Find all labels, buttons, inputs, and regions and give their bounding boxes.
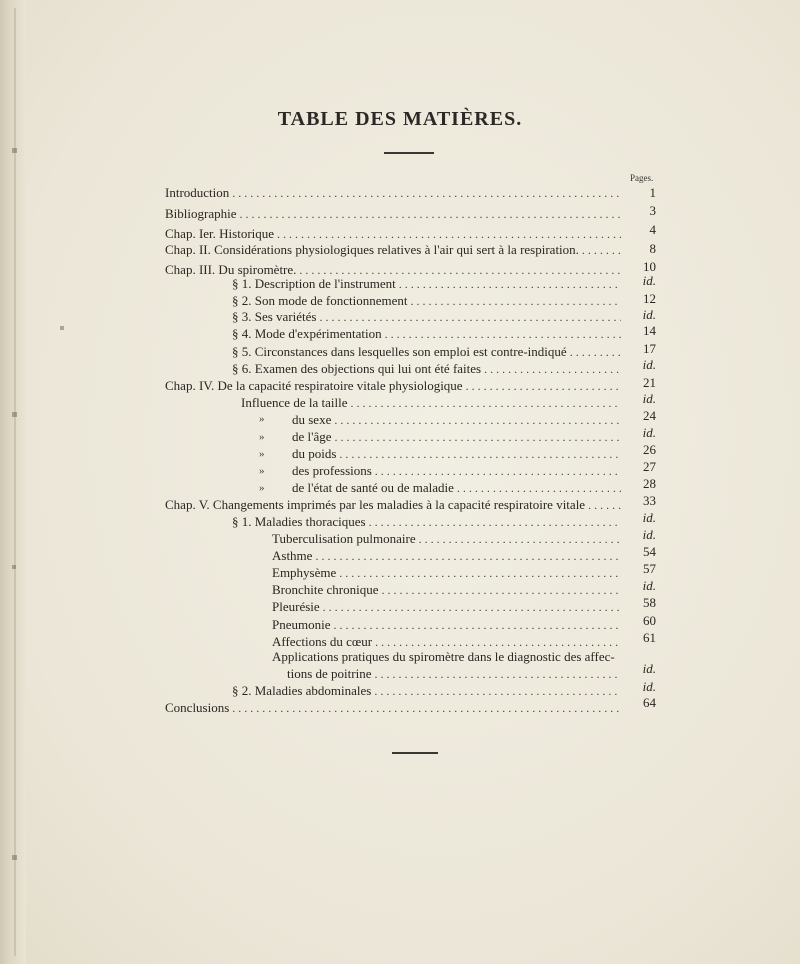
leader-dots [240, 205, 622, 223]
toc-entry [272, 648, 632, 666]
leader-dots [232, 184, 621, 202]
toc-entry-label: Pleurésie [272, 599, 320, 614]
toc-page-number: 12 [643, 291, 656, 306]
toc-entry [241, 394, 621, 412]
toc-page-number: 14 [643, 323, 656, 338]
toc-page-number: 64 [643, 695, 656, 710]
toc-entry-label: de l'âge [292, 429, 332, 444]
toc-entry-label: des professions [292, 463, 372, 478]
toc-entry-label: § 5. Circonstances dans lesquelles son emploi est contre-indiqué [232, 344, 567, 359]
toc-page-number: id. [642, 578, 656, 593]
toc-entry-label: tions de poitrine [287, 666, 372, 681]
leader-dots [374, 682, 621, 700]
leader-dots [335, 428, 621, 446]
toc-entry [165, 241, 621, 259]
leader-dots [419, 530, 621, 548]
leader-dots [466, 377, 621, 395]
toc-entry-label: du sexe [292, 412, 332, 427]
toc-entry-label: Chap. Ier. Historique [165, 226, 275, 241]
toc-entry [165, 184, 621, 202]
toc-page-number: id. [642, 273, 656, 288]
toc-entry-label: Pneumonie [272, 617, 331, 632]
toc-page-number: 1 [649, 185, 656, 200]
toc-entry [292, 445, 621, 463]
toc-entry-label: Tuberculisation pulmonaire [272, 531, 416, 546]
toc-entry-label: Asthme [272, 548, 313, 563]
toc-page-number: 24 [643, 408, 656, 423]
toc-entry [232, 325, 621, 343]
toc-entry-label: Introduction [165, 185, 230, 200]
leader-dots [382, 581, 622, 599]
leader-dots [339, 445, 621, 463]
leader-dots [323, 598, 621, 616]
toc-page-number: 58 [643, 595, 656, 610]
leader-dots [457, 479, 621, 497]
ditto-mark: » [259, 448, 265, 460]
ditto-mark: » [259, 431, 265, 443]
leader-dots [232, 699, 621, 717]
toc-entry-label: Conclusions [165, 700, 230, 715]
leader-dots [375, 665, 622, 683]
toc-entry-label: Chap. V. Changements imprimés par les maladies à la capacité respiratoire vitale [165, 497, 586, 512]
toc-page-number: id. [642, 357, 656, 372]
leader-dots [339, 564, 621, 582]
toc-entry-label: § 4. Mode d'expérimentation [232, 326, 382, 341]
toc-entry-label: § 1. Maladies thoraciques [232, 514, 366, 529]
toc-entry [165, 496, 621, 514]
leader-dots [588, 496, 621, 514]
toc-entry [272, 530, 621, 548]
toc-entry-label: Chap. III. Du spiromètre. [165, 262, 297, 277]
leader-dots [570, 343, 621, 361]
toc-entry [232, 308, 621, 326]
leader-dots [350, 394, 621, 412]
toc-page-number: id. [642, 391, 656, 406]
toc-entry-label: § 1. Description de l'instrument [232, 276, 396, 291]
toc-entry [292, 479, 621, 497]
leader-dots [369, 513, 621, 531]
toc-entry [272, 581, 621, 599]
toc-entry-label: Bibliographie [165, 206, 237, 221]
toc-page-number: 60 [643, 613, 656, 628]
ditto-mark: » [259, 465, 265, 477]
leader-dots [375, 462, 621, 480]
toc-page-number: id. [642, 679, 656, 694]
toc-entry-label: Applications pratiques du spiromètre dans le diagnostic des affec- [272, 649, 615, 664]
toc-page-number: 27 [643, 459, 656, 474]
toc-entry-label: Emphysème [272, 565, 337, 580]
toc-page-number: 26 [643, 442, 656, 457]
toc-entry-label: § 3. Ses variétés [232, 309, 317, 324]
toc-page-number: id. [642, 307, 656, 322]
toc-entry-label: Chap. IV. De la capacité respiratoire vitale physiologique [165, 378, 463, 393]
leader-dots [315, 547, 621, 565]
toc-entry [232, 360, 621, 378]
toc-entry [165, 205, 621, 223]
toc-entry [292, 462, 621, 480]
toc-entry [272, 616, 621, 634]
toc-page-number: 8 [649, 241, 656, 256]
toc-entry [292, 428, 621, 446]
toc-entry-label: Chap. II. Considérations physiologiques relatives à l'air qui sert à la respiration. [165, 242, 579, 257]
toc-entry [232, 275, 621, 293]
ditto-mark: » [259, 482, 265, 494]
toc-entry-label: de l'état de santé ou de maladie [292, 480, 454, 495]
page-title: TABLE DES MATIÈRES. [277, 108, 523, 130]
toc-page-number: 4 [649, 222, 656, 237]
toc-entry [232, 513, 621, 531]
toc-page-number: 3 [649, 203, 656, 218]
toc-entry-label: § 2. Maladies abdominales [232, 683, 372, 698]
toc-entry [232, 682, 621, 700]
leader-dots [582, 241, 621, 259]
toc-entry [165, 377, 621, 395]
toc-page-number: 54 [643, 544, 656, 559]
toc-entry-label: § 2. Son mode de fonctionnement [232, 293, 408, 308]
leader-dots [484, 360, 621, 378]
toc-page-number: 33 [643, 493, 656, 508]
toc-page-number: id. [642, 527, 656, 542]
toc-entry [232, 343, 621, 361]
leader-dots [319, 308, 621, 326]
leader-dots [399, 275, 621, 293]
toc-entry-label: du poids [292, 446, 337, 461]
toc-entry [272, 547, 621, 565]
toc-page-number: 57 [643, 561, 656, 576]
toc-page-number: id. [642, 510, 656, 525]
toc-entry [287, 665, 621, 683]
toc-entry [272, 598, 621, 616]
toc-page-number: 61 [643, 630, 656, 645]
toc-entry [292, 411, 621, 429]
toc-page-number: 21 [643, 375, 656, 390]
toc-page-number: id. [642, 661, 656, 676]
pages-column-header: Pages. [630, 173, 654, 183]
toc-entry-label: Affections du cœur [272, 634, 373, 649]
toc-entry [272, 564, 621, 582]
toc-entry-label: Bronchite chronique [272, 582, 379, 597]
toc-entry-label: Influence de la taille [241, 395, 348, 410]
leader-dots [334, 411, 621, 429]
ditto-mark: » [259, 413, 265, 425]
toc-page-number: 17 [643, 341, 656, 356]
leader-dots [385, 325, 621, 343]
toc-page-number: 10 [643, 259, 656, 274]
toc-page-number: id. [642, 425, 656, 440]
toc-entry-label: § 6. Examen des objections qui lui ont été faites [232, 361, 482, 376]
end-rule [392, 752, 438, 754]
toc-entry [165, 699, 621, 717]
leader-dots [334, 616, 622, 634]
toc-page-number: 28 [643, 476, 656, 491]
